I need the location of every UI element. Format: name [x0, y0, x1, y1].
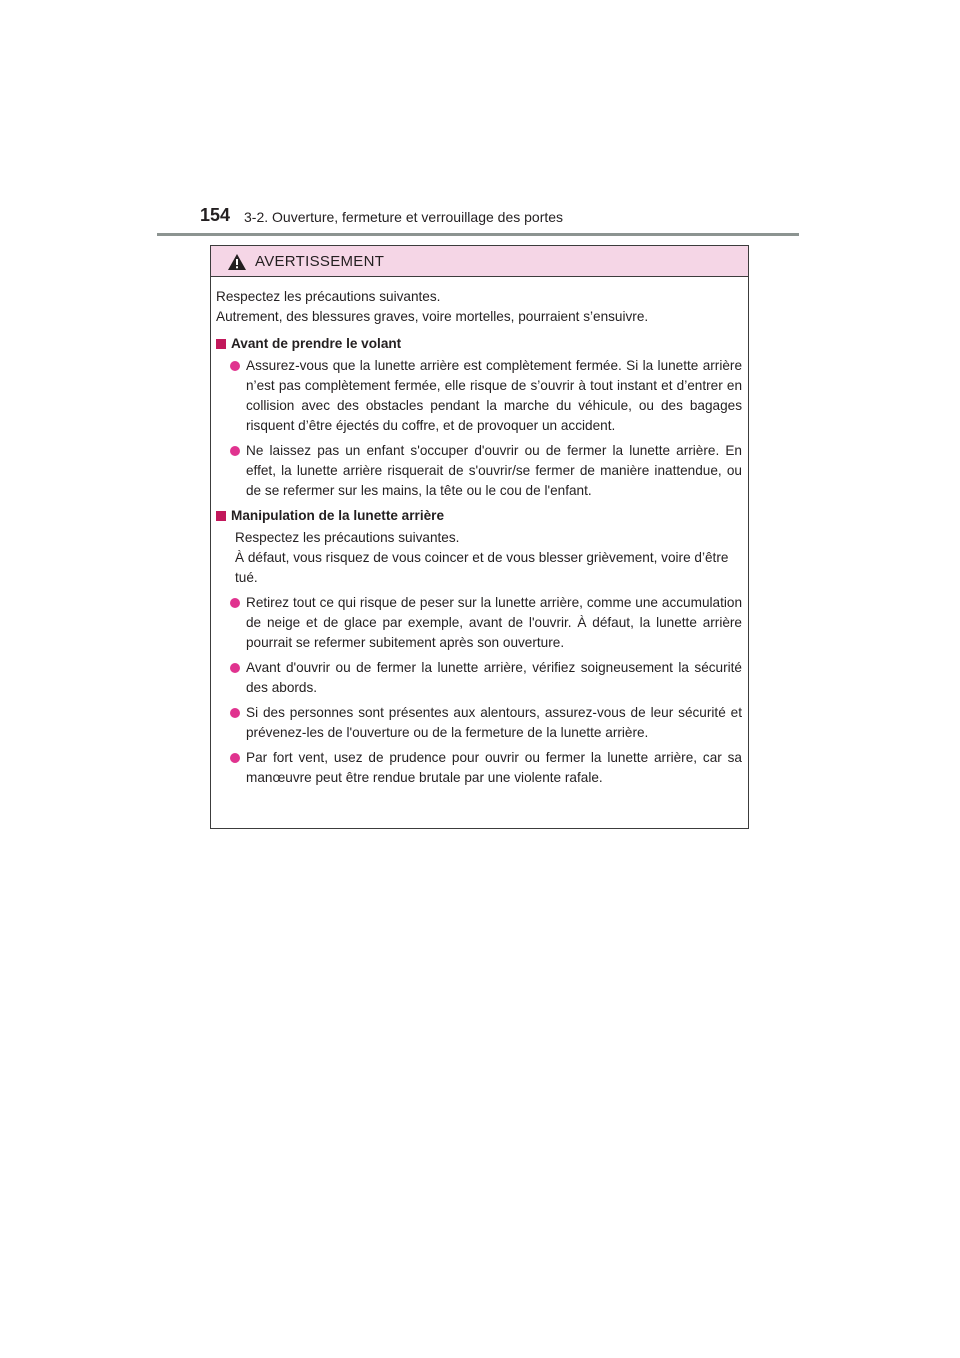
list-item-text: Avant d'ouvrir ou de fermer la lunette arrière, vérifiez soigneusement la sécurité des abords.	[246, 660, 742, 695]
warning-content	[211, 277, 748, 788]
warning-triangle-icon	[227, 253, 247, 271]
square-bullet-icon	[216, 511, 226, 521]
header-divider	[157, 233, 799, 236]
square-bullet-icon	[216, 339, 226, 349]
section-heading-text: Avant de prendre le volant	[231, 336, 402, 351]
warning-box	[210, 245, 749, 829]
list-item	[230, 658, 742, 698]
list-item-text: Si des personnes sont présentes aux alentours, assurez-vous de leur sécurité et prévenez-les de l'ouverture ou de la fermeture de la lunette arrière.	[246, 705, 742, 740]
list-item-text: Ne laissez pas un enfant s'occuper d'ouvrir ou de fermer la lunette arrière. En effet, la lunette arrière risquerait de s'ouvrir/se fermer de manière inattendue, ou de se refermer sur les mains, la tête ou le cou de l'enfant.	[246, 443, 742, 498]
list-item	[230, 748, 742, 788]
circle-bullet-icon	[230, 361, 240, 371]
circle-bullet-icon	[230, 753, 240, 763]
page-number: 154	[200, 205, 231, 225]
circle-bullet-icon	[230, 708, 240, 718]
circle-bullet-icon	[230, 446, 240, 456]
list-item	[230, 703, 742, 743]
list-item	[230, 441, 742, 501]
list-item-text: Assurez-vous que la lunette arrière est complètement fermée. Si la lunette arrière n’est pas complètement fermée, elle risque de s’ouvrir à tout instant et d’entrer en collision avec des obstacles pendant la marche du véhicule, ou des bagages risquent d’être éjectés du coffre, et de provoquer un accident.	[246, 358, 742, 433]
circle-bullet-icon	[230, 598, 240, 608]
intro-line: Autrement, des blessures graves, voire mortelles, pourraient s’ensuivre.	[216, 309, 649, 324]
list-item-text: Retirez tout ce qui risque de peser sur la lunette arrière, comme une accumulation de neige et de glace par exemple, avant de l'ouvrir. À défaut, la lunette arrière pourrait se refermer subitement après son ouverture.	[246, 595, 742, 650]
section-heading	[216, 506, 742, 526]
warning-header	[211, 246, 748, 277]
section-intro	[235, 528, 742, 588]
list-item	[230, 356, 742, 436]
section-heading	[216, 334, 742, 354]
page-header	[200, 205, 800, 231]
section-intro-line: À défaut, vous risquez de vous coincer et de vous blesser grièvement, voire d’être tué.	[235, 550, 729, 585]
circle-bullet-icon	[230, 663, 240, 673]
list-item	[230, 593, 742, 653]
warning-title: AVERTISSEMENT	[255, 253, 385, 270]
list-item-text: Par fort vent, usez de prudence pour ouvrir ou fermer la lunette arrière, car sa manœuvre peut être rendue brutale par une violente rafale.	[246, 750, 742, 785]
section-heading-text: Manipulation de la lunette arrière	[231, 508, 445, 523]
warning-intro	[216, 287, 742, 327]
section-intro-line: Respectez les précautions suivantes.	[235, 530, 460, 545]
intro-line: Respectez les précautions suivantes.	[216, 289, 441, 304]
chapter-title: 3-2. Ouverture, fermeture et verrouillage des portes	[244, 209, 564, 225]
